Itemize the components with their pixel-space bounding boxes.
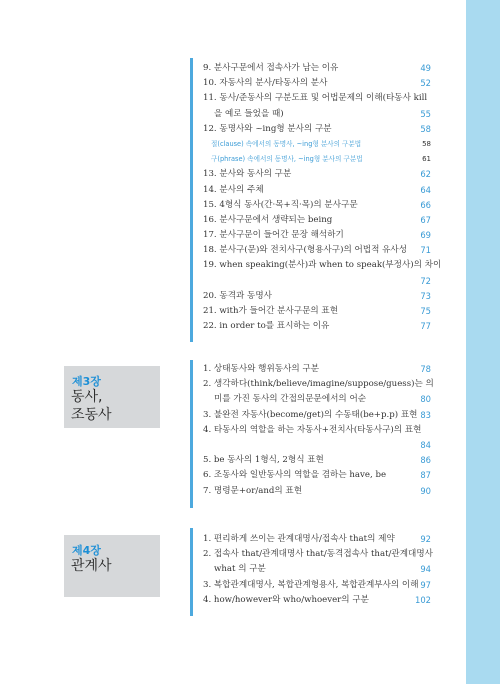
toc-entry-title: 3. 불완전 자동사(become/get)의 수동태(be+p.p) 표현 <box>203 409 418 420</box>
toc-entry <box>203 183 431 198</box>
toc-entry-title: 절(clause) 속에서의 동명사, ~ing형 분사의 구분법 <box>211 139 362 148</box>
toc-page-number: 58 <box>422 139 431 148</box>
toc-page-number: 78 <box>420 364 431 374</box>
toc-entry <box>203 289 431 304</box>
toc-entry-title: 2. 생각하다(think/believe/imagine/suppose/guess)는 의 <box>203 379 434 390</box>
toc-entry-title: 22. in order to를 표시하는 이유 <box>203 321 330 332</box>
section-divider-bar <box>190 58 193 342</box>
toc-entry <box>203 61 431 76</box>
toc-entry <box>203 453 431 468</box>
toc-entry <box>203 91 431 106</box>
toc-page-number: 61 <box>422 155 431 164</box>
toc-entry-title: 6. 조동사와 일반동사의 역할을 겸하는 have, be <box>203 470 387 481</box>
toc-entry-title: 14. 분사의 주체 <box>203 184 264 195</box>
toc-page-number: 58 <box>420 123 431 134</box>
toc-page-number: 73 <box>420 290 431 301</box>
toc-page-number: 90 <box>420 485 431 496</box>
chapter-4-divider-bar <box>190 528 193 616</box>
toc-page-number: 67 <box>420 214 431 225</box>
chapter-4-title: 관계사 <box>71 558 112 574</box>
toc-entry <box>203 593 431 608</box>
chapter-3-divider-bar <box>190 360 193 508</box>
toc-entry <box>203 362 431 377</box>
toc-entry <box>203 392 431 407</box>
toc-entry-title: 3. 복합관계대명사, 복합관계형용사, 복합관계부사의 이해 <box>203 579 419 590</box>
toc-page-number: 83 <box>420 409 431 420</box>
toc-entry <box>203 122 431 137</box>
toc-entry-title: 1. 편리하게 쓰이는 관계대명사/접속사 that의 제약 <box>203 534 395 544</box>
toc-page-number: 97 <box>420 579 431 590</box>
toc-entry <box>203 408 431 423</box>
toc-entry-title: what 의 구분 <box>214 564 266 575</box>
chapter-4-label-box <box>64 535 160 597</box>
toc-page-number: 75 <box>420 306 431 316</box>
toc-entry-title: 18. 분사구(문)와 전치사구(형용사구)의 어법적 유사성 <box>203 245 408 256</box>
chapter-4-toc-list <box>203 532 431 608</box>
toc-entry <box>203 578 431 593</box>
toc-entry-title: 12. 동명사와 ~ing형 분사의 구분 <box>203 123 332 134</box>
toc-entry <box>203 76 431 91</box>
toc-list-continued <box>203 61 442 334</box>
chapter-3-toc-list <box>203 362 434 499</box>
toc-page-number: 52 <box>420 78 431 89</box>
toc-entry <box>203 258 442 273</box>
toc-entry <box>203 243 431 258</box>
toc-entry-title: 16. 분사구문에서 생략되는 being <box>203 214 333 225</box>
toc-page-number: 86 <box>420 455 431 466</box>
toc-entry <box>203 484 431 499</box>
toc-entry <box>203 562 431 577</box>
chapter-4-number: 제4장 <box>72 544 101 557</box>
side-tab-strip <box>466 0 500 684</box>
toc-entry-title: 13. 분사와 동사의 구분 <box>203 169 292 180</box>
chapter-3-number: 제3장 <box>72 375 101 388</box>
toc-page-number: 87 <box>420 470 431 481</box>
toc-entry <box>203 213 431 228</box>
toc-page-number: 102 <box>415 594 431 605</box>
toc-subentry <box>203 152 431 167</box>
toc-page-number: 64 <box>420 184 431 195</box>
toc-page-number: 49 <box>420 63 431 73</box>
toc-entry-title: 11. 동사/준동사의 구분도표 및 어법문제의 이해(타동사 kill <box>203 93 428 104</box>
toc-entry <box>203 547 431 562</box>
toc-entry-title: 1. 상태동사와 행위동사의 구분 <box>203 364 320 374</box>
toc-entry-title: 20. 동격과 동명사 <box>203 290 272 301</box>
toc-entry-title: 17. 분사구문이 들어간 문장 해석하기 <box>203 230 344 241</box>
toc-page-number: 77 <box>420 321 431 332</box>
toc-page-number: 55 <box>420 108 431 119</box>
toc-entry-title: 9. 분사구문에서 접속사가 남는 이유 <box>203 63 339 73</box>
toc-entry-title: 19. when speaking(분사)과 when to speak(부정사)의 차이 <box>203 260 442 271</box>
toc-subentry <box>203 137 431 152</box>
toc-entry-title: 을 예로 들었을 때) <box>214 108 284 119</box>
toc-entry-title: 21. with가 들어간 분사구문의 표현 <box>203 306 339 316</box>
toc-entry-title: 구(phrase) 속에서의 동명사, ~ing형 분사의 구분법 <box>211 155 363 164</box>
toc-page-number: 69 <box>420 230 431 241</box>
toc-entry <box>203 107 431 122</box>
toc-entry <box>203 377 434 392</box>
toc-entry <box>203 167 431 182</box>
toc-entry-title: 2. 접속사 that/관계대명사 that/동격접속사 that/관계대명사 <box>203 549 433 560</box>
toc-entry-title: 10. 자동사의 분사/타동사의 분사 <box>203 78 328 89</box>
toc-entry <box>203 228 431 243</box>
chapter-3-label-box <box>64 366 160 428</box>
toc-page-number: 62 <box>420 169 431 180</box>
toc-entry <box>203 198 431 213</box>
toc-page-number: 94 <box>420 564 431 575</box>
toc-entry-title: 4. how/however와 who/whoever의 구분 <box>203 594 369 605</box>
toc-entry-title: 미를 가진 동사의 간접의문문에서의 어순 <box>214 394 367 405</box>
toc-entry-title: 15. 4형식 동사(간·목+직·목)의 분사구문 <box>203 199 358 210</box>
toc-entry <box>203 532 431 547</box>
toc-entry <box>203 423 431 438</box>
chapter-3-title: 동사, 조동사 <box>71 389 112 423</box>
toc-page-number: 92 <box>420 534 431 544</box>
toc-entry <box>203 274 431 289</box>
toc-entry <box>203 468 431 483</box>
toc-entry-title: 5. be 동사의 1형식, 2형식 표현 <box>203 455 324 466</box>
toc-entry <box>203 319 431 334</box>
toc-page-number: 84 <box>420 439 431 450</box>
toc-page-number: 66 <box>420 199 431 210</box>
toc-entry-title: 4. 타동사의 역할을 하는 자동사+전치사(타동사구)의 표현 <box>203 424 422 435</box>
toc-entry <box>203 304 431 319</box>
toc-page-number: 71 <box>420 245 431 256</box>
toc-page-number: 80 <box>420 394 431 405</box>
toc-page-number: 72 <box>420 275 431 286</box>
toc-entry <box>203 438 431 453</box>
toc-entry-title: 7. 명령문+or/and의 표현 <box>203 485 303 496</box>
